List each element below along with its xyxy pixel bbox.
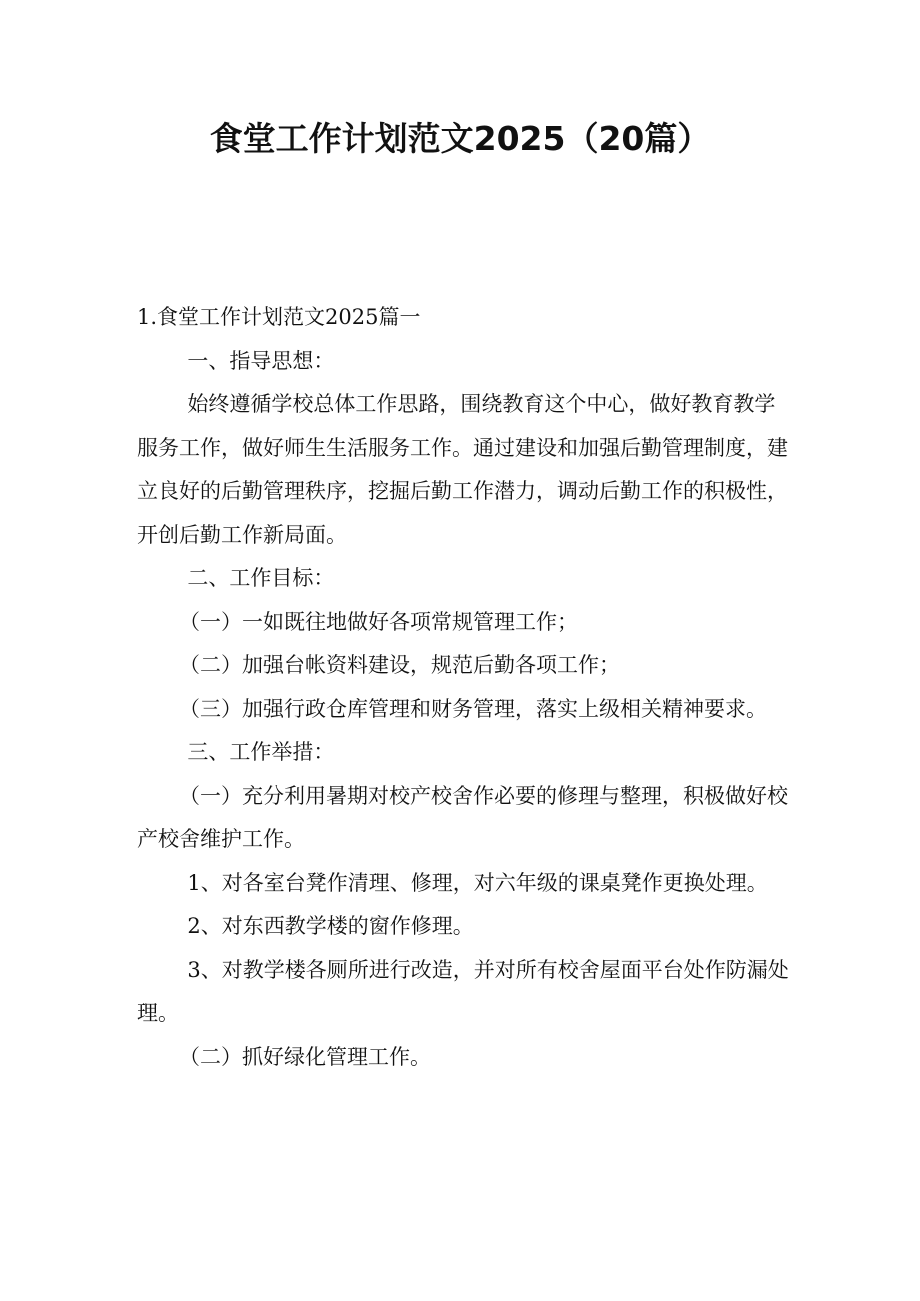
document-title: 食堂工作计划范文2025（20篇）: [209, 119, 711, 158]
goal-item-3: （三）加强行政仓库管理和财务管理，落实上级相关精神要求。: [179, 696, 767, 721]
document-body: [137, 296, 791, 1079]
measure-subitem-3: 3、对教学楼各厕所进行改造，并对所有校舍屋面平台处作防漏处理。: [137, 957, 789, 1025]
goal-item-2: （二）加强台帐资料建设，规范后勤各项工作；: [179, 653, 620, 677]
goal-item-1: （一）一如既往地做好各项常规管理工作；: [179, 609, 578, 634]
measure-item-1: （一）充分利用暑期对校产校舍作必要的修理与整理，积极做好校产校舍维护工作。: [137, 783, 788, 851]
paragraph-guiding-ideology: 始终遵循学校总体工作思路，围绕教育这个中心，做好教育教学服务工作，做好师生生活服务工作。通过建设和加强后勤管理制度，建立良好的后勤管理秩序，挖掘后勤工作潜力，调动后勤工作的积极性，开创后勤工作新局面。: [137, 392, 788, 547]
measure-subitem-2: 2、对东西教学楼的窗作修理。: [187, 914, 474, 938]
measure-item-2: （二）抓好绿化管理工作。: [179, 1044, 431, 1069]
section-heading: 1.食堂工作计划范文2025篇一: [137, 305, 421, 329]
subheading-work-measures: 三、工作举措：: [187, 740, 335, 764]
measure-subitem-1: 1、对各室台凳作清理、修理，对六年级的课桌凳作更换处理。: [187, 870, 768, 895]
subheading-guiding-ideology: 一、指导思想：: [187, 348, 335, 373]
subheading-work-goals: 二、工作目标：: [187, 566, 335, 590]
